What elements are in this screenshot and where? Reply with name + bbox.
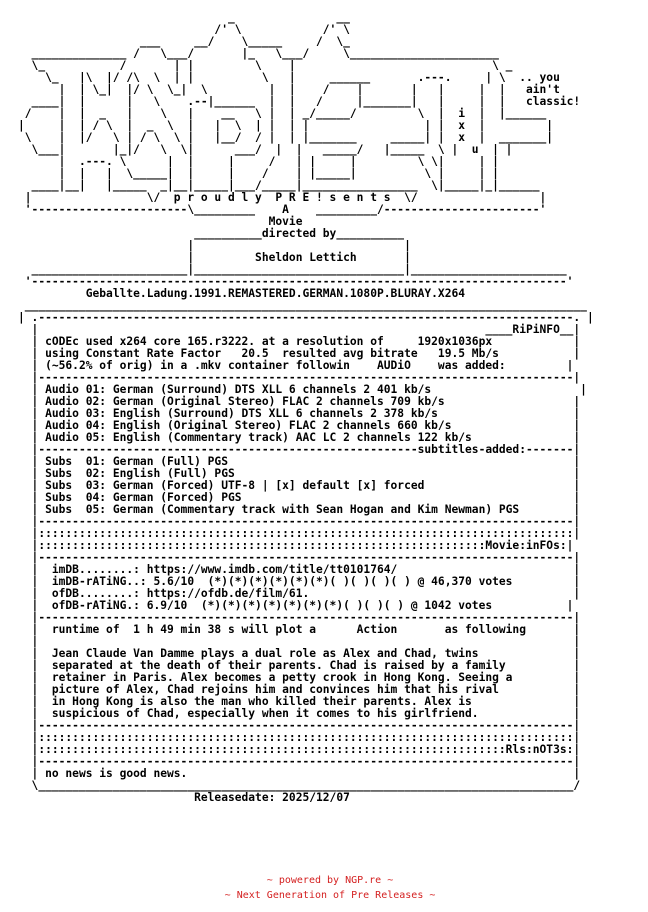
footer-tagline — [0, 873, 648, 903]
nfo-line: | Subs 01: German (Full) PGS | — [18, 455, 581, 468]
nfo-line: | runtime of 1 h 49 min 38 s will plot a Action as following | — [18, 623, 581, 636]
nfo-line: | Audio 05: English (Commentary track) AAC LC 2 channels 122 kb/s | — [18, 431, 581, 444]
nfo-line: | Subs 04: German (Forced) PGS | — [18, 491, 581, 504]
nfo-line: '-------------------------------------------------------------------------------' — [18, 275, 574, 288]
nfo-line: | picture of Alex, Chad rejoins him and convinces him that his rival | — [18, 683, 581, 696]
nfo-line: | | — [18, 239, 411, 252]
nfo-line: | | | / \ | _ \ | | \ | | | | | | x | | — [18, 119, 554, 132]
nfo-line: | Audio 04: English (Original Stereo) FLAC 2 channels 660 kb/s | — [18, 419, 581, 432]
nfo-line: | | — [18, 635, 581, 648]
nfo-line: \ | |/ \ | / \ \ | |__/ / | | |_______ _____| | x | _______| — [18, 131, 554, 144]
nfo-line: | using Constant Rate Factor 20.5 resulted avg bitrate 19.5 Mb/s | — [18, 347, 581, 360]
nfo-line: | Subs 05: German (Commentary track with Sean Hogan and Kim Newman) PGS | — [18, 503, 581, 516]
nfo-line: | Subs 02: English (Full) PGS | — [18, 467, 581, 480]
nfo-line: ___ __/ \_____ / \_ — [18, 35, 350, 48]
nfo-line: | imDB-rATiNG..: 5.6/10 (*)(*)(*)(*)(*)(*)( )( )( )( ) @ 46,370 votes | — [18, 575, 581, 588]
nfo-line: | ofDB........: https://ofdb.de/film/61. | — [18, 587, 581, 600]
nfo-line: | ofDB-rATiNG.: 6.9/10 (*)(*)(*)(*)(*)(*)(*)( )( )( ) @ 1042 votes | — [18, 599, 574, 612]
nfo-line: | (~56.2% of orig) in a .mkv container followin AUDiO was added: | — [18, 359, 574, 372]
nfo-line: | Sheldon Lettich | — [18, 251, 411, 264]
nfo-line: |:::::::::::::::::::::::::::::::::::::::::::::::::::::::::::::::::::::Rls:nOT3s:| — [18, 743, 581, 756]
nfo-line: '-----------------------\_________ A _________/-----------------------' — [18, 203, 547, 216]
nfo-line: | cODEc used x264 core 165.r3222. at a resolution of 1920x1036px | — [18, 335, 581, 348]
nfo-line: |-------------------------------------------------------------------------------| — [18, 551, 581, 564]
nfo-line: ____| | | \ .--|______ | | / |_______| | | | classic! — [18, 95, 581, 108]
nfo-line: |:::::::::::::::::::::::::::::::::::::::::::::::::::::::::::::::::::::::::::::::| — [18, 527, 581, 540]
nfo-line: | Audio 01: German (Surround) DTS XLL 6 channels 2 401 kb/s | — [18, 383, 587, 396]
nfo-line: |-------------------------------------------------------------------------------| — [18, 719, 581, 732]
nfo-line: | | \_| |/ \ \_| \ | | / | | | | | ain't — [18, 83, 560, 96]
nfo-line: | Audio 02: German (Original Stereo) FLAC 2 channels 709 kb/s | — [18, 395, 581, 408]
nfo-line: \_______________________________________________________________________________/ — [18, 779, 581, 792]
tagline-link[interactable]: ~ Next Generation of Pre Releases ~ — [224, 890, 436, 901]
nfo-line: / | | _ | \ | __ \ | | _/_____/ \ | i | |______ — [18, 107, 547, 120]
nfo-line: | imDB........: https://www.imdb.com/title/tt0101764/ | — [18, 563, 581, 576]
nfo-line: _______________________|_______________________________|_______________________ — [18, 263, 567, 276]
nfo-line: Movie — [18, 215, 303, 228]
nfo-line: | separated at the death of their parents. Chad is raised by a family | — [18, 659, 581, 672]
nfo-line: ___________________________________________________________________________________ — [18, 299, 587, 312]
nfo-line: | | | \_____| | | / | |_____| \ | | | — [18, 167, 499, 180]
nfo-line: | Jean Claude Van Damme plays a dual role as Alex and Chad, twins | — [18, 647, 581, 660]
nfo-line: _ __ — [18, 11, 350, 24]
nfo-line: ____|__| |_____ _|__|_____|___/_____|_________________ \|_____|_|______ — [18, 179, 540, 192]
nfo-line: | Audio 03: English (Surround) DTS XLL 6 channels 2 378 kb/s | — [18, 407, 581, 420]
nfo-line: \___| |_|/ \ \| ___/ | | _____/ |_____ \ | u | | — [18, 143, 513, 156]
nfo-line: ______________ / \___/ |_ \___/ \______________________ — [18, 47, 499, 60]
nfo-line: | in Hong Kong is also the man who killed their parents. Alex is | — [18, 695, 581, 708]
nfo-line: |-------------------------------------------------------------------------------| — [18, 611, 581, 624]
nfo-text — [18, 12, 594, 804]
nfo-line: | ____RiPiNFO__| — [18, 323, 581, 336]
nfo-line: | Subs 03: German (Forced) UTF-8 | [x] default [x] forced | — [18, 479, 581, 492]
nfo-line: |--------------------------------------------------------subtitles-added:-------| — [18, 443, 581, 456]
nfo-line: | .-------------------------------------------------------------------------------. | — [18, 311, 594, 324]
nfo-line: |::::::::::::::::::::::::::::::::::::::::::::::::::::::::::::::::::Movie:inFOs:| — [18, 539, 574, 552]
nfo-line: | suspicious of Chad, especially when it comes to his girlfriend. | — [18, 707, 581, 720]
nfo-line: __________directed by__________ — [18, 227, 405, 240]
nfo-line: /' \ /' \ — [18, 23, 350, 36]
nfo-line: |-------------------------------------------------------------------------------| — [18, 755, 581, 768]
powered-by-link[interactable]: ~ powered by NGP.re ~ — [266, 875, 394, 886]
nfo-line: | retainer in Paris. Alex becomes a petty crook in Hong Kong. Seeing a | — [18, 671, 581, 684]
nfo-line: | no news is good news. | — [18, 767, 581, 780]
nfo-line: |:::::::::::::::::::::::::::::::::::::::::::::::::::::::::::::::::::::::::::::::| — [18, 731, 581, 744]
nfo-line: | .---. \ | | | / | | | \ \| | | — [18, 155, 499, 168]
nfo-line: Geballte.Ladung.1991.REMASTERED.GERMAN.1080P.BLURAY.X264 — [18, 287, 466, 300]
nfo-line: |-------------------------------------------------------------------------------| — [18, 515, 581, 528]
nfo-line: \_ |\ |/ /\ \ | | \ | ______ .---. | \ .. you — [18, 71, 560, 84]
nfo-line: | \/ p r o u d l y P R E ! s e n t s \/ | — [18, 191, 547, 204]
nfo-line: |-------------------------------------------------------------------------------| — [18, 371, 581, 384]
nfo-line: Releasedate: 2025/12/07 — [18, 791, 350, 804]
nfo-line: \_ / | | \ | \ _ — [18, 59, 513, 72]
